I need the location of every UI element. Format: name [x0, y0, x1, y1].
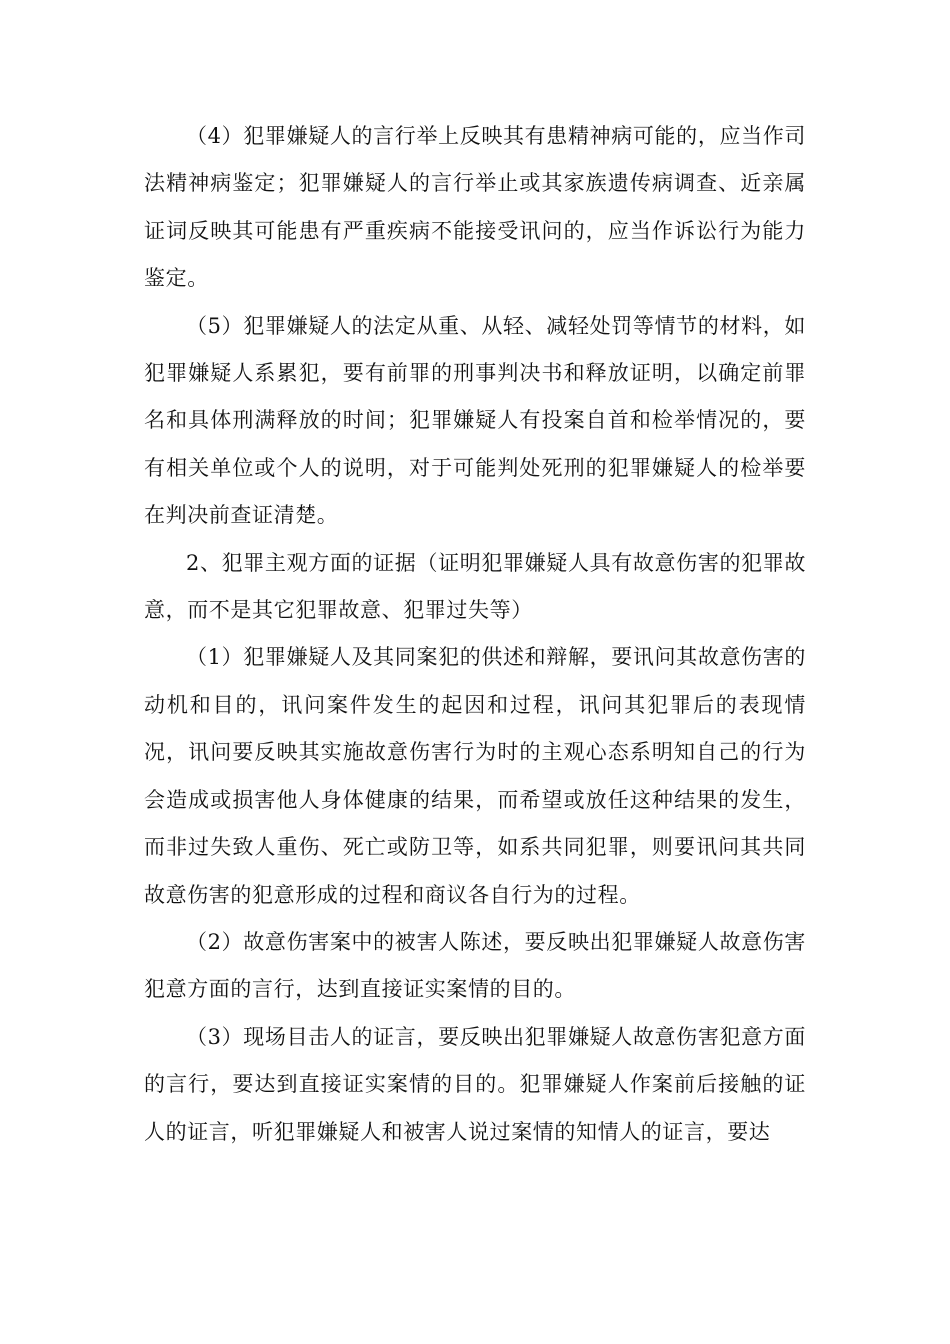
paragraph-item-2-victim-statement: （2）故意伤害案中的被害人陈述，要反映出犯罪嫌疑人故意伤害犯意方面的言行，达到直接证实案情的目的。 — [144, 929, 806, 1002]
paragraph-item-3-witness-testimony: （3）现场目击人的证言，要反映出犯罪嫌疑人故意伤害犯意方面的言行，要达到直接证实案情的目的。犯罪嫌疑人作案前后接触的证人的证言，听犯罪嫌疑人和被害人说过案情的知情人的证言，要达 — [144, 1024, 806, 1144]
paragraph-item-1-confession: （1）犯罪嫌疑人及其同案犯的供述和辩解，要讯问其故意伤害的动机和目的，讯问案件发生的起因和过程，讯问其犯罪后的表现情况，讯问要反映其实施故意伤害行为时的主观心态系明知自己的行为会造成或损害他人身体健康的结果，而希望或放任这种结果的发生，而非过失致人重伤、死亡或防卫等，如系共同犯罪，则要讯问其共同故意伤害的犯意形成的过程和商议各自行为的过程。 — [144, 645, 806, 907]
paragraph-section-2-subjective-evidence: 2、犯罪主观方面的证据（证明犯罪嫌疑人具有故意伤害的犯罪故意，而不是其它犯罪故意、犯罪过失等） — [144, 550, 806, 623]
paragraph-item-5-sentencing-circumstances: （5）犯罪嫌疑人的法定从重、从轻、减轻处罚等情节的材料，如犯罪嫌疑人系累犯，要有前罪的刑事判决书和释放证明，以确定前罪名和具体刑满释放的时间；犯罪嫌疑人有投案自首和检举情况的，要有相关单位或个人的说明，对于可能判处死刑的犯罪嫌疑人的检举要在判决前查证清楚。 — [144, 313, 806, 528]
document-body — [144, 113, 806, 1156]
paragraph-item-4-mental-illness: （4）犯罪嫌疑人的言行举上反映其有患精神病可能的，应当作司法精神病鉴定；犯罪嫌疑人的言行举止或其家族遗传病调查、近亲属证词反映其可能患有严重疾病不能接受讯问的，应当作诉讼行为能力鉴定。 — [144, 124, 806, 291]
